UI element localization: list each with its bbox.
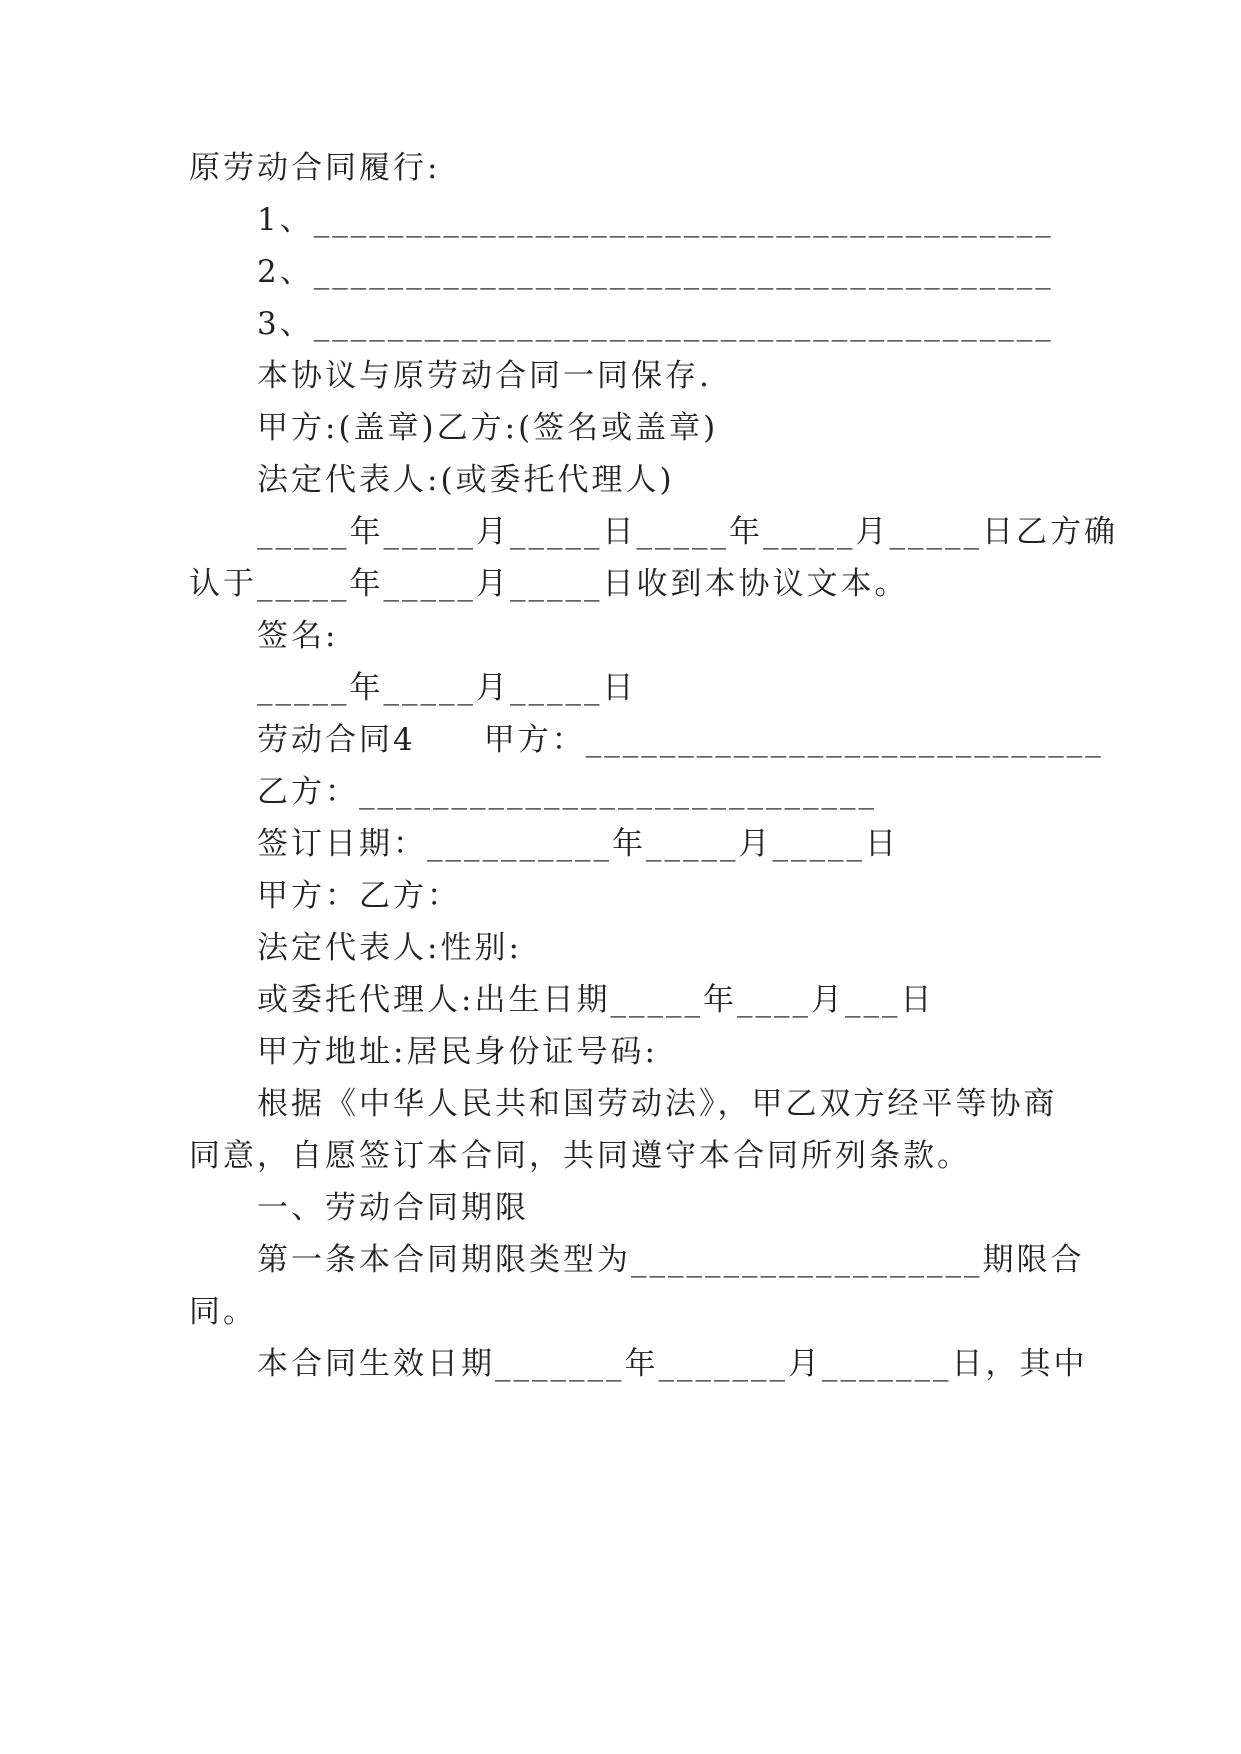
legal-representative: 法定代表人:(或委托代理人)	[257, 462, 675, 498]
article-line-continued: 同。	[189, 1294, 257, 1330]
list-item-3: 3、________________________________________	[257, 306, 1054, 342]
section-heading: 一、劳动合同期限	[257, 1190, 529, 1226]
effective-date-line: 本合同生效日期_______年_______月_______日，其中	[257, 1346, 1088, 1382]
date-line: _____年_____月_____日_____年_____月_____日乙方确	[257, 514, 1118, 550]
legal-representative-gender: 法定代表人:性别:	[257, 930, 522, 966]
contract-heading: 劳动合同4 甲方：____________________________	[257, 722, 1104, 758]
address-id-line: 甲方地址:居民身份证号码:	[257, 1034, 658, 1070]
date-line: _____年_____月_____日	[257, 670, 637, 706]
parties-line: 甲方：乙方：	[257, 878, 461, 914]
signing-date: 签订日期：__________年_____月_____日	[257, 826, 899, 862]
date-line-continued: 认于_____年_____月_____日收到本协议文本。	[189, 566, 909, 602]
paragraph-line: 同意，自愿签订本合同，共同遵守本合同所列条款。	[189, 1138, 971, 1174]
list-item-1: 1、________________________________________	[257, 202, 1054, 238]
article-line: 第一条本合同期限类型为___________________期限合	[257, 1242, 1085, 1278]
text-line: 原劳动合同履行:	[189, 150, 441, 186]
party-b-line: 乙方：____________________________	[257, 774, 877, 810]
text-line: 本协议与原劳动合同一同保存.	[257, 358, 712, 394]
signature-parties: 甲方:(盖章)乙方:(签名或盖章)	[257, 410, 719, 446]
list-item-2: 2、________________________________________	[257, 254, 1054, 290]
agent-birthdate: 或委托代理人:出生日期_____年____月___日	[257, 982, 935, 1018]
signature-label: 签名:	[257, 618, 339, 654]
paragraph-line: 根据《中华人民共和国劳动法》，甲乙双方经平等协商	[257, 1086, 1058, 1122]
